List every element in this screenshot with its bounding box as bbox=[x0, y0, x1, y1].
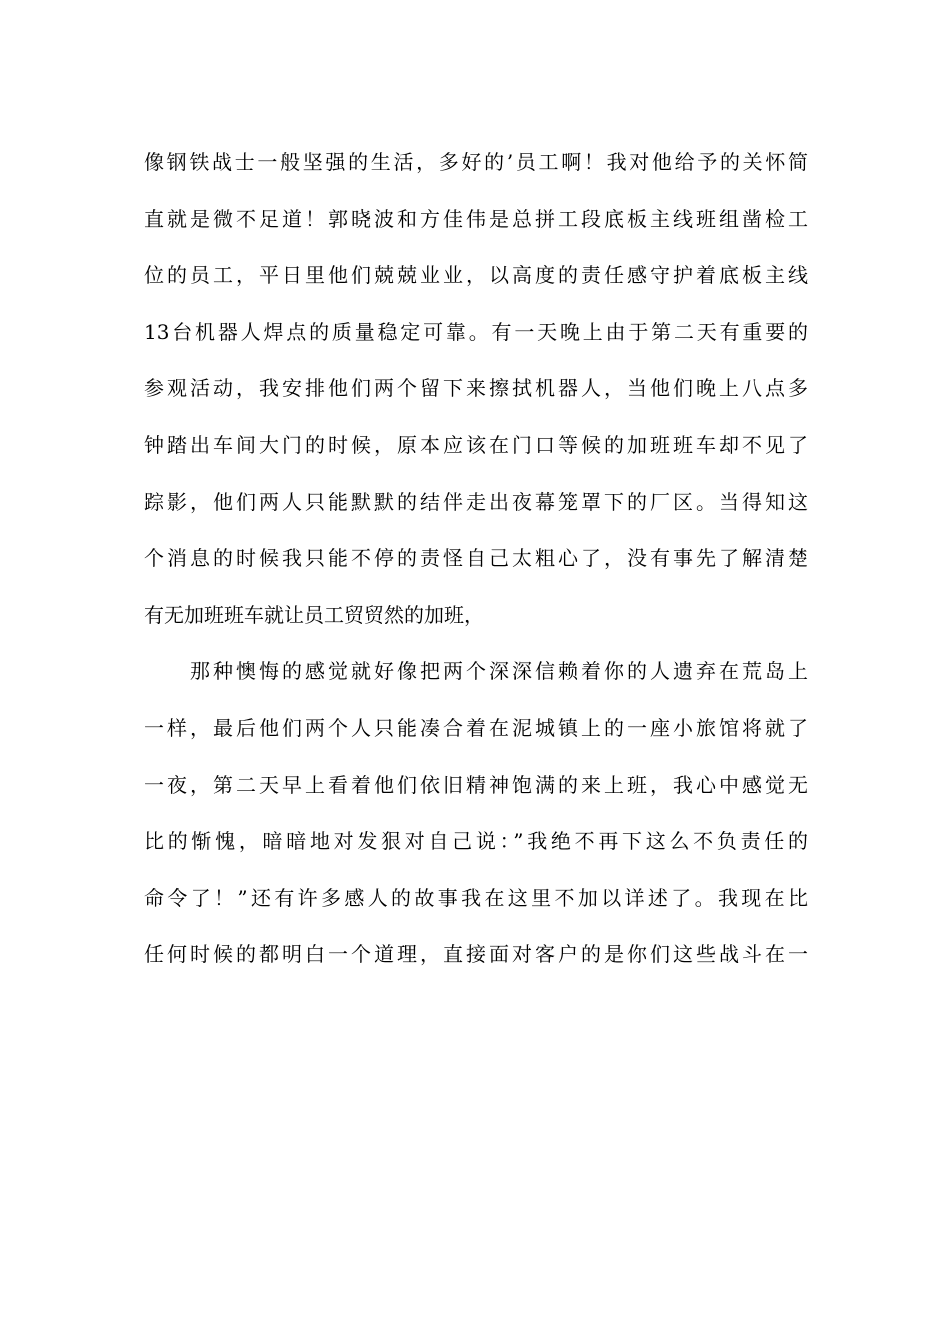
text-line: 13台机器人焊点的质量稳定可靠。有一天晚上由于第二天有重要的 bbox=[144, 319, 808, 344]
text-line: 命令了！”还有许多感人的故事我在这里不加以详述了。我现在比 bbox=[144, 885, 808, 910]
text-line: 参观活动，我安排他们两个留下来擦拭机器人，当他们晚上八点多 bbox=[144, 376, 808, 401]
text-line: 位的员工，平日里他们兢兢业业，以高度的责任感守护着底板主线 bbox=[144, 263, 808, 288]
text-line: 踪影，他们两人只能默默的结伴走出夜幕笼罩下的厂区。当得知这 bbox=[144, 489, 808, 514]
text-line: 那种懊悔的感觉就好像把两个深深信赖着你的人遗弃在荒岛上 bbox=[190, 659, 808, 684]
body-text bbox=[144, 134, 808, 983]
paragraph-2 bbox=[144, 643, 808, 983]
paragraph-1 bbox=[144, 134, 808, 643]
text-line: 个消息的时候我只能不停的责怪自己太粗心了，没有事先了解清楚 bbox=[144, 546, 808, 571]
text-line: 直就是微不足道！郭晓波和方佳伟是总拼工段底板主线班组凿检工 bbox=[144, 206, 808, 231]
text-line: 有无加班班车就让员工贸贸然的加班， bbox=[144, 602, 484, 627]
text-line: 任何时候的都明白一个道理，直接面对客户的是你们这些战斗在一 bbox=[144, 942, 808, 967]
text-line: 像钢铁战士一般坚强的生活，多好的’员工啊！我对他给予的关怀简 bbox=[144, 150, 808, 174]
text-line: 钟踏出车间大门的时候，原本应该在门口等候的加班班车却不见了 bbox=[144, 432, 808, 457]
text-line: 一样，最后他们两个人只能凑合着在泥城镇上的一座小旅馆将就了 bbox=[144, 715, 808, 740]
text-line: 比的惭愧，暗暗地对发狠对自己说：”我绝不再下这么不负责任的 bbox=[144, 829, 808, 854]
text-line: 一夜，第二天早上看着他们依旧精神饱满的来上班，我心中感觉无 bbox=[144, 772, 808, 797]
